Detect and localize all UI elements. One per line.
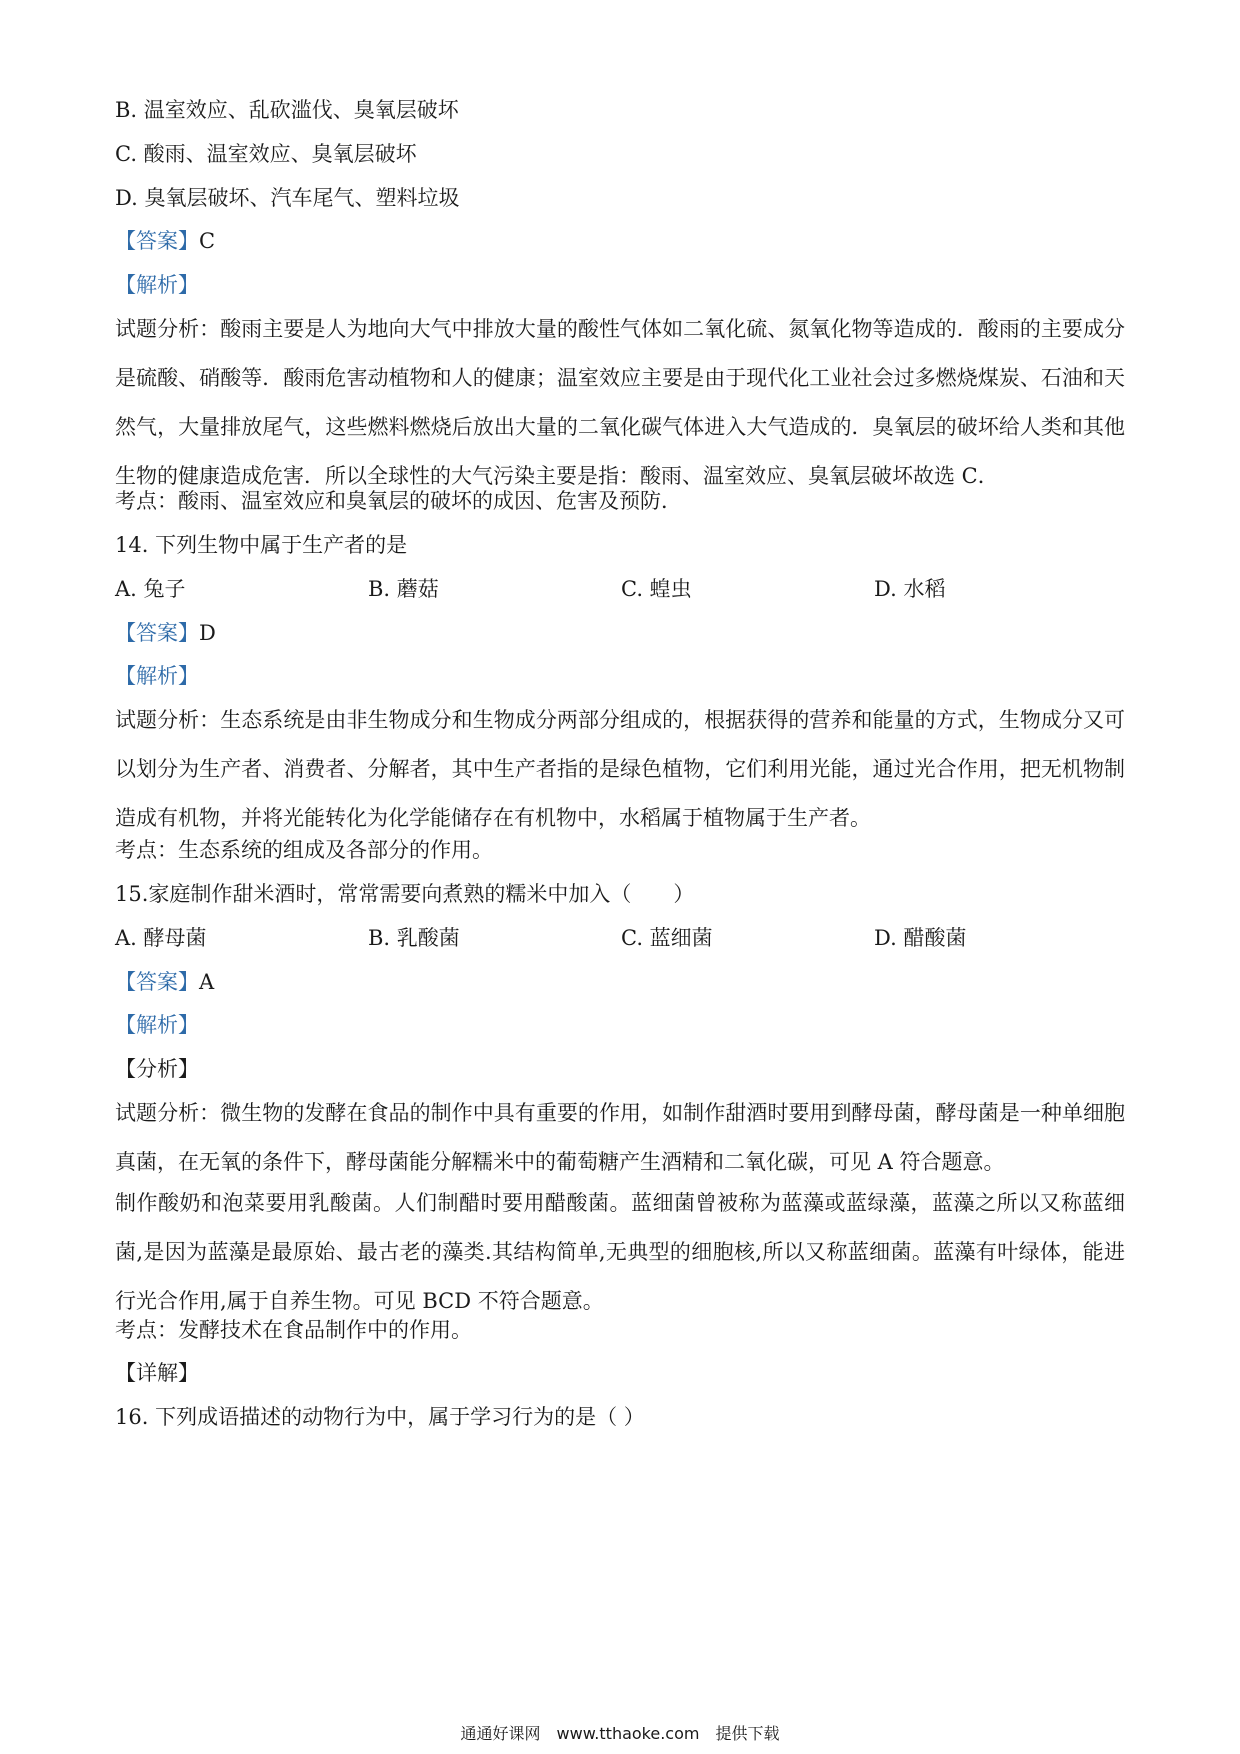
q14-option-b: B. 蘑菇	[368, 577, 439, 601]
q15-options	[115, 923, 1125, 953]
q14-kaodian: 考点：生态系统的组成及各部分的作用。	[115, 838, 493, 862]
page-footer: 通通好课网 www.tthaoke.com 提供下载	[460, 1724, 780, 1743]
q15-analysis-tag: 【解析】	[115, 1013, 199, 1037]
q13-option-d: D. 臭氧层破坏、汽车尾气、塑料垃圾	[115, 186, 460, 210]
q15-question: 15.家庭制作甜米酒时，常常需要向煮熟的糯米中加入（ ）	[115, 882, 695, 906]
q15-option-b: B. 乳酸菌	[368, 926, 460, 950]
q14-question: 14. 下列生物中属于生产者的是	[115, 533, 408, 557]
q15-analysis-text-1: 试题分析：微生物的发酵在食品的制作中具有重要的作用，如制作甜酒时要用到酵母菌，酵母菌是一种单细胞真菌，在无氧的条件下，酵母菌能分解糯米中的葡萄糖产生酒精和二氧化碳，可见 A 符合题意。	[115, 1101, 1125, 1174]
answer-value: A	[199, 970, 215, 994]
q15-answer	[115, 967, 214, 997]
answer-value: D	[199, 621, 216, 645]
answer-value: C	[199, 229, 216, 253]
q15-analysis-text-2: 制作酸奶和泡菜要用乳酸菌。人们制醋时要用醋酸菌。蓝细菌曾被称为蓝藻或蓝绿藻，蓝藻之所以又称蓝细菌,是因为蓝藻是最原始、最古老的藻类.其结构简单,无典型的细胞核,所以又称蓝细菌。蓝藻有叶绿体，能进行光合作用,属于自养生物。可见 BCD 不符合题意。	[115, 1191, 1125, 1313]
answer-tag: 【答案】	[115, 621, 199, 645]
q14-analysis-text: 试题分析：生态系统是由非生物成分和生物成分两部分组成的，根据获得的营养和能量的方式，生物成分又可以划分为生产者、消费者、分解者，其中生产者指的是绿色植物，它们利用光能，通过光合作用，把无机物制造成有机物，并将光能转化为化学能储存在有机物中，水稻属于植物属于生产者。	[115, 708, 1125, 830]
q13-answer	[115, 226, 215, 256]
q15-xiangjie-tag: 【详解】	[115, 1361, 199, 1385]
q14-option-d: D. 水稻	[874, 577, 946, 601]
q13-analysis-text: 试题分析：酸雨主要是人为地向大气中排放大量的酸性气体如二氧化硫、氮氧化物等造成的．酸雨的主要成分是硫酸、硝酸等．酸雨危害动植物和人的健康；温室效应主要是由于现代化工业社会过多燃烧煤炭、石油和天然气，大量排放尾气，这些燃料燃烧后放出大量的二氧化碳气体进入大气造成的．臭氧层的破坏给人类和其他生物的健康造成危害．所以全球性的大气污染主要是指：酸雨、温室效应、臭氧层破坏故选 C．	[115, 317, 1125, 488]
answer-tag: 【答案】	[115, 229, 199, 253]
q13-option-b: B. 温室效应、乱砍滥伐、臭氧层破坏	[115, 98, 459, 122]
q15-fenxi-tag: 【分析】	[115, 1057, 199, 1081]
q15-kaodian: 考点：发酵技术在食品制作中的作用。	[115, 1318, 472, 1342]
q13-kaodian: 考点：酸雨、温室效应和臭氧层的破坏的成因、危害及预防．	[115, 489, 682, 513]
q14-analysis-tag: 【解析】	[115, 664, 199, 688]
q13-option-c: C. 酸雨、温室效应、臭氧层破坏	[115, 142, 417, 166]
q14-options	[115, 574, 1125, 604]
q16-question: 16. 下列成语描述的动物行为中，属于学习行为的是（ ）	[115, 1405, 645, 1429]
q14-option-a: A. 兔子	[115, 577, 186, 601]
q15-option-c: C. 蓝细菌	[621, 926, 713, 950]
q15-option-a: A. 酵母菌	[115, 926, 207, 950]
q14-answer	[115, 618, 216, 648]
q14-option-c: C. 蝗虫	[621, 577, 692, 601]
answer-tag: 【答案】	[115, 970, 199, 994]
q13-analysis-tag: 【解析】	[115, 273, 199, 297]
q15-option-d: D. 醋酸菌	[874, 926, 967, 950]
